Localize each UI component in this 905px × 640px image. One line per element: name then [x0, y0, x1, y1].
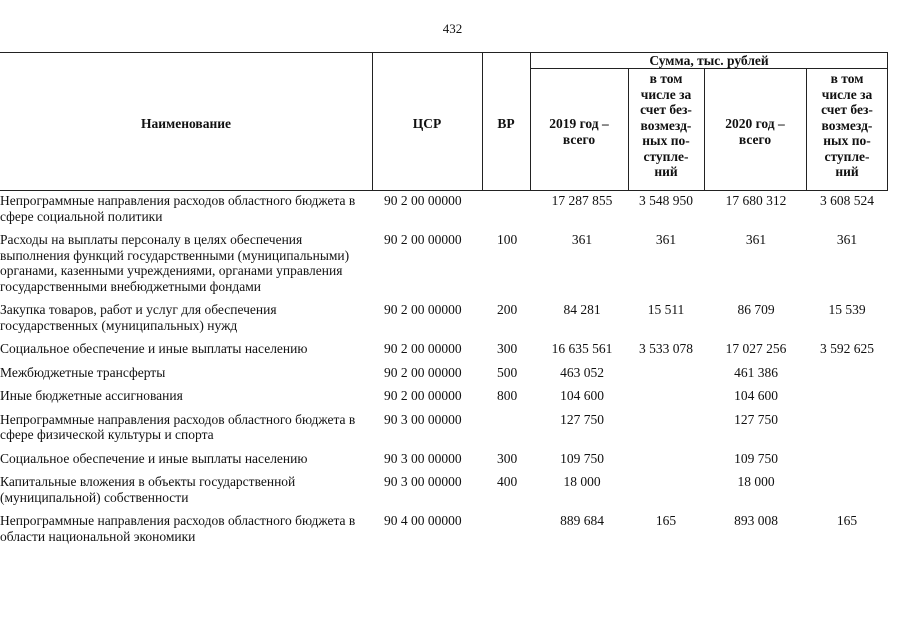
row-2019-free: 3 533 078: [639, 341, 693, 356]
row-name: Социальное обеспечение и иные выплаты населению: [0, 450, 308, 466]
row-name: Межбюджетные трансферты: [0, 364, 166, 380]
table-row: [0, 451, 905, 467]
header-2019-total: 2019 год – всего: [549, 116, 609, 147]
row-csr: 90 2 00 00000: [384, 341, 462, 356]
row-2019-total: 889 684: [560, 513, 604, 528]
row-2020-total: 17 680 312: [725, 193, 787, 208]
row-csr: 90 3 00 00000: [384, 450, 462, 466]
row-csr: 90 2 00 00000: [384, 388, 462, 403]
row-2019-total: 361: [571, 232, 593, 247]
row-2019-total: 109 750: [560, 450, 604, 466]
table-row: [0, 341, 905, 357]
header-name: Наименование: [141, 116, 231, 131]
row-csr: 90 3 00 00000: [384, 411, 462, 427]
row-2020-total: 86 709: [737, 302, 775, 317]
row-2019-total: 84 281: [563, 302, 601, 317]
header-sum-group: Сумма, тыс. рублей: [649, 53, 769, 68]
table-body: [0, 193, 905, 544]
row-2019-free: 15 511: [647, 302, 685, 317]
row-vr: 300: [497, 341, 518, 356]
row-2020-total: 17 027 256: [725, 341, 787, 356]
row-2019-total: 127 750: [560, 411, 604, 427]
row-csr: 90 2 00 00000: [384, 232, 462, 247]
row-2020-total: 127 750: [734, 411, 778, 427]
row-2019-total: 17 287 855: [551, 193, 613, 208]
header-csr: ЦСР: [412, 116, 442, 131]
row-csr: 90 2 00 00000: [384, 364, 462, 380]
row-name: Иные бюджетные ассигнования: [0, 388, 183, 403]
row-2020-total: 361: [745, 232, 767, 247]
row-name: Непрограммные направления расходов областного бюджета в сфере социальной политики: [0, 193, 356, 224]
row-vr: 500: [497, 364, 518, 380]
row-2020-free: 3 608 524: [820, 193, 874, 208]
header-2019-free: в том числе за счет без- возмезд- ных по- ступле- ний: [640, 71, 692, 179]
row-2020-free: 361: [836, 232, 858, 247]
row-2019-free: 3 548 950: [639, 193, 693, 208]
row-name: Социальное обеспечение и иные выплаты населению: [0, 341, 308, 356]
header-2020-total: 2020 год – всего: [725, 116, 785, 147]
row-name: Расходы на выплаты персоналу в целях обеспечения выполнения функций государственными (муниципальными) органами, казенными учреждениями, органами управления государственными внебюджетными фондами: [0, 232, 350, 294]
row-csr: 90 3 00 00000: [384, 474, 462, 489]
row-vr: 300: [497, 450, 518, 466]
row-2020-total: 104 600: [734, 388, 778, 403]
table-row: [0, 474, 905, 505]
table-row: [0, 412, 905, 443]
header-vr: ВР: [497, 116, 515, 131]
table-row: [0, 193, 905, 224]
row-name: Непрограммные направления расходов областного бюджета в области национальной экономики: [0, 513, 356, 544]
table-row: [0, 513, 905, 544]
row-vr: 200: [497, 302, 518, 317]
row-vr: 800: [497, 388, 518, 403]
page-number: 432: [442, 21, 463, 36]
row-2020-free: 3 592 625: [820, 341, 874, 356]
header-2020-free: в том числе за счет без- возмезд- ных по- ступле- ний: [821, 71, 873, 179]
table-row: [0, 302, 905, 333]
row-2020-free: 165: [836, 513, 858, 528]
row-2019-total: 104 600: [560, 388, 604, 403]
row-csr: 90 2 00 00000: [384, 193, 462, 208]
row-name: Закупка товаров, работ и услуг для обеспечения государственных (муниципальных) нужд: [0, 302, 277, 333]
table-row: [0, 388, 905, 404]
row-2020-total: 461 386: [734, 364, 778, 380]
header-bottom-border: [0, 190, 888, 191]
row-2019-total: 463 052: [560, 364, 604, 380]
row-2019-free: 165: [655, 513, 677, 528]
row-vr: 100: [497, 232, 518, 247]
row-2019-free: 361: [655, 232, 677, 247]
row-2019-total: 18 000: [563, 474, 601, 489]
row-2020-total: 18 000: [737, 474, 775, 489]
row-2020-total: 109 750: [734, 450, 778, 466]
row-2020-free: 15 539: [828, 302, 866, 317]
row-2020-total: 893 008: [734, 513, 778, 528]
row-name: Капитальные вложения в объекты государственной (муниципальной) собственности: [0, 474, 296, 505]
row-csr: 90 4 00 00000: [384, 513, 462, 528]
row-csr: 90 2 00 00000: [384, 302, 462, 317]
table-row: [0, 365, 905, 381]
row-vr: 400: [497, 474, 518, 489]
row-name: Непрограммные направления расходов областного бюджета в сфере физической культуры и спорта: [0, 411, 356, 442]
row-2019-total: 16 635 561: [551, 341, 613, 356]
table-row: [0, 232, 905, 294]
